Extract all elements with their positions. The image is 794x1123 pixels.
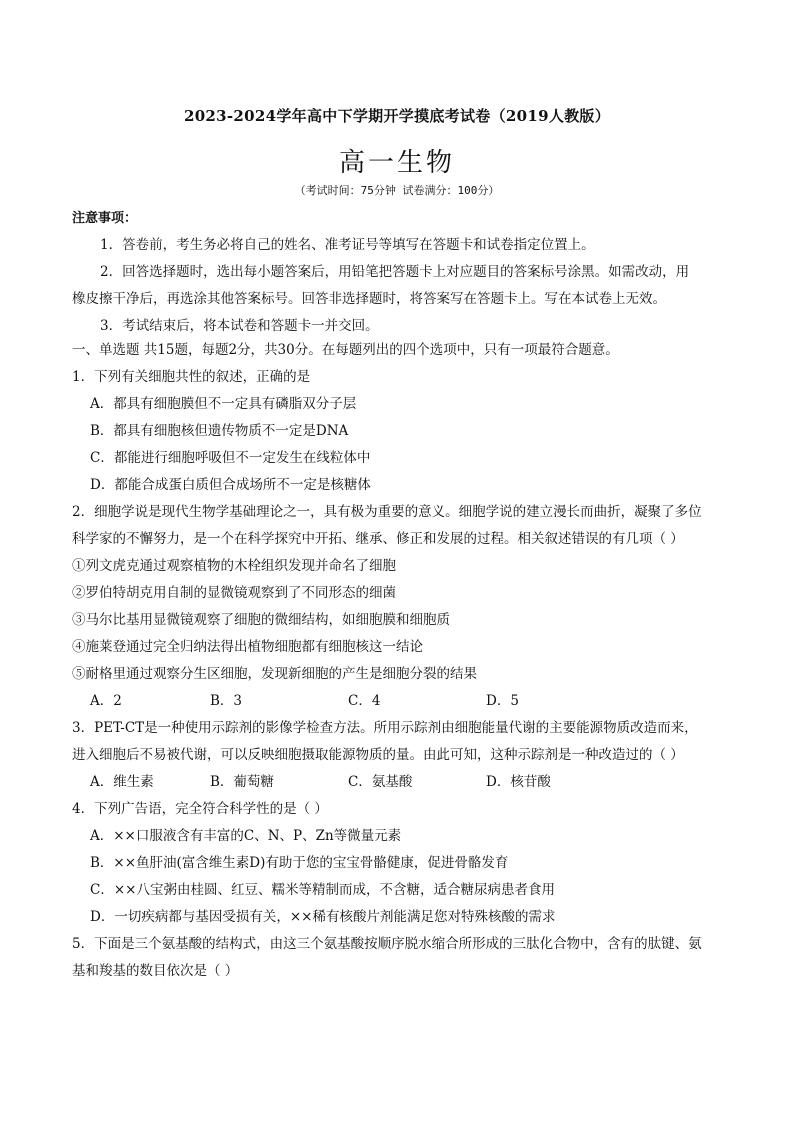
- question-2-statement-2: ②罗伯特胡克用自制的显微镜观察到了不同形态的细菌: [72, 585, 396, 601]
- notice-heading: 注意事项：: [72, 211, 138, 226]
- question-1-option-a: A．都具有细胞膜但不一定具有磷脂双分子层: [90, 396, 357, 412]
- question-2-statement-5: ⑤耐格里通过观察分生区细胞，发现新细胞的产生是细胞分裂的结果: [72, 666, 477, 682]
- question-4-option-c: C．××八宝粥由桂圆、红豆、糯米等精制而成，不含糖，适合糖尿病患者食用: [90, 882, 555, 898]
- question-2-option-c: C．4: [348, 693, 381, 709]
- question-2-option-d: D．5: [486, 693, 519, 709]
- question-2-option-a: A．2: [90, 693, 122, 709]
- question-4-option-d: D．一切疾病都与基因受损有关，××稀有核酸片剂能满足您对特殊核酸的需求: [90, 909, 556, 925]
- question-2-option-b: B．3: [210, 693, 243, 709]
- notice-item-2-cont: 橡皮擦干净后，再选涂其他答案标号。回答非选择题时，将答案写在答题卡上。写在本试卷上无效。: [72, 291, 666, 307]
- question-4-option-a: A．××口服液含有丰富的C、N、P、Zn等微量元素: [90, 828, 402, 844]
- question-2-statement-3: ③马尔比基用显微镜观察了细胞的微细结构，如细胞膜和细胞质: [72, 612, 450, 628]
- question-3-stem-line-1: 3．PET-CT是一种使用示踪剂的影像学检查方法。所用示踪剂由细胞能量代谢的主要能源物质改造而来，: [72, 720, 698, 736]
- notice-item-1: 1．答卷前，考生务必将自己的姓名、准考证号等填写在答题卡和试卷指定位置上。: [100, 237, 595, 253]
- question-4-stem: 4．下列广告语，完全符合科学性的是（ ）: [72, 801, 328, 817]
- question-4-option-b: B．××鱼肝油(富含维生素D)有助于您的宝宝骨骼健康，促进骨骼发育: [90, 855, 509, 871]
- question-1-stem: 1．下列有关细胞共性的叙述，正确的是: [72, 369, 311, 385]
- question-3-option-c: C．氨基酸: [348, 774, 413, 790]
- question-3-option-a: A．维生素: [90, 774, 154, 790]
- exam-title: 2023-2024学年高中下学期开学摸底考试卷（2019人教版）: [183, 107, 611, 125]
- notice-item-2: 2．回答选择题时，选出每小题答案后，用铅笔把答题卡上对应题目的答案标号涂黑。如需改动，用: [100, 264, 690, 280]
- subject-title: 高一生物: [338, 148, 455, 178]
- section-heading: 一、单选题 共15题，每题2分，共30分。在每题列出的四个选项中，只有一项最符合题意。: [72, 342, 619, 358]
- question-5-stem-line-2: 基和羧基的数目依次是（ ）: [72, 963, 239, 979]
- question-2-statement-1: ①列文虎克通过观察植物的木栓组织发现并命名了细胞: [72, 558, 396, 574]
- question-3-option-d: D．核苷酸: [486, 774, 551, 790]
- exam-time-info: （考试时间：75分钟 试卷满分：100分）: [294, 184, 500, 197]
- notice-item-3: 3．考试结束后，将本试卷和答题卡一并交回。: [100, 318, 379, 334]
- question-2-stem-line-1: 2．细胞学说是现代生物学基础理论之一，具有极为重要的意义。细胞学说的建立漫长而曲折，凝聚了多位: [72, 504, 702, 520]
- question-1-option-c: C．都能进行细胞呼吸但不一定发生在线粒体中: [90, 450, 371, 466]
- question-3-stem-line-2: 进入细胞后不易被代谢，可以反映细胞摄取能源物质的量。由此可知，这种示踪剂是一种改造过的（ ）: [72, 747, 684, 763]
- question-2-statement-4: ④施莱登通过完全归纳法得出植物细胞都有细胞核这一结论: [72, 639, 423, 655]
- question-2-stem-line-2: 科学家的不懈努力，是一个在科学探究中开拓、继承、修正和发展的过程。相关叙述错误的有几项（ ）: [72, 531, 684, 547]
- question-1-option-d: D．都能合成蛋白质但合成场所不一定是核糖体: [90, 477, 371, 493]
- question-5-stem-line-1: 5．下面是三个氨基酸的结构式，由这三个氨基酸按顺序脱水缩合所形成的三肽化合物中，含有的肽键、氨: [72, 936, 702, 952]
- question-1-option-b: B．都具有细胞核但遗传物质不一定是DNA: [90, 423, 349, 439]
- question-3-option-b: B．葡萄糖: [210, 774, 274, 790]
